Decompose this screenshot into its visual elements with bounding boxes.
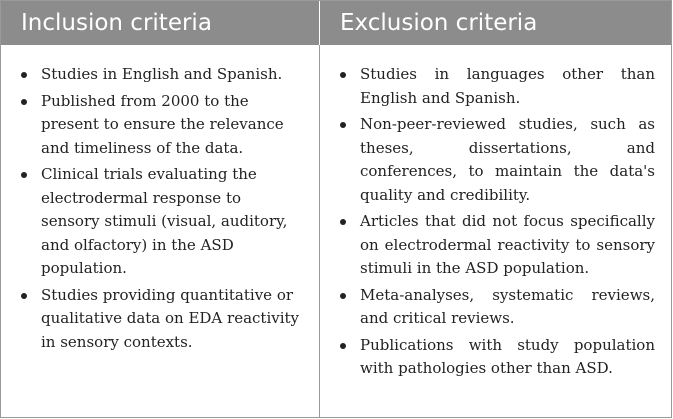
bullet-icon [340,343,346,349]
exclusion-criteria-list [338,63,655,381]
exclusion-item-text: Studies in languages other than English and Spanish. [360,65,655,107]
list-item [338,63,655,110]
list-item [338,284,655,331]
exclusion-criteria-cell [320,45,671,417]
bullet-icon [340,293,346,299]
inclusion-item-text: Published from 2000 to the present to ensure the relevance and timeliness of the data. [41,91,284,157]
list-item [19,284,303,355]
list-item [19,63,303,87]
bullet-icon [21,99,27,105]
list-item [19,90,303,161]
bullet-icon [340,122,346,128]
inclusion-item-text: Studies providing quantitative or qualitative data on EDA reactivity in sensory contexts. [41,285,300,351]
list-item [338,113,655,207]
exclusion-item-text: Publications with study population with pathologies other than ASD. [360,335,655,377]
list-item [338,334,655,381]
inclusion-item-text: Clinical trials evaluating the electrodermal response to sensory stimuli (visual, auditory, and olfactory) in the ASD population. [41,165,288,277]
bullet-icon [340,72,346,78]
bullet-icon [21,172,27,178]
bullet-icon [21,293,27,299]
bullet-icon [340,219,346,225]
inclusion-item-text: Studies in English and Spanish. [41,65,283,83]
bullet-icon [21,72,27,78]
exclusion-item-text: Articles that did not focus specifically on electrodermal reactivity to sensory stimuli in the ASD population. [360,212,655,277]
exclusion-criteria-header: Exclusion criteria [320,1,671,45]
list-item [338,210,655,281]
inclusion-criteria-cell [1,45,320,417]
inclusion-criteria-header: Inclusion criteria [1,1,320,45]
exclusion-item-text: Meta-analyses, systematic reviews, and critical reviews. [360,285,655,327]
exclusion-item-text: Non-peer-reviewed studies, such as theses, dissertations, and conferences, to maintain the data's quality and credibility. [360,115,655,204]
list-item [19,163,303,281]
inclusion-criteria-list [19,63,303,354]
